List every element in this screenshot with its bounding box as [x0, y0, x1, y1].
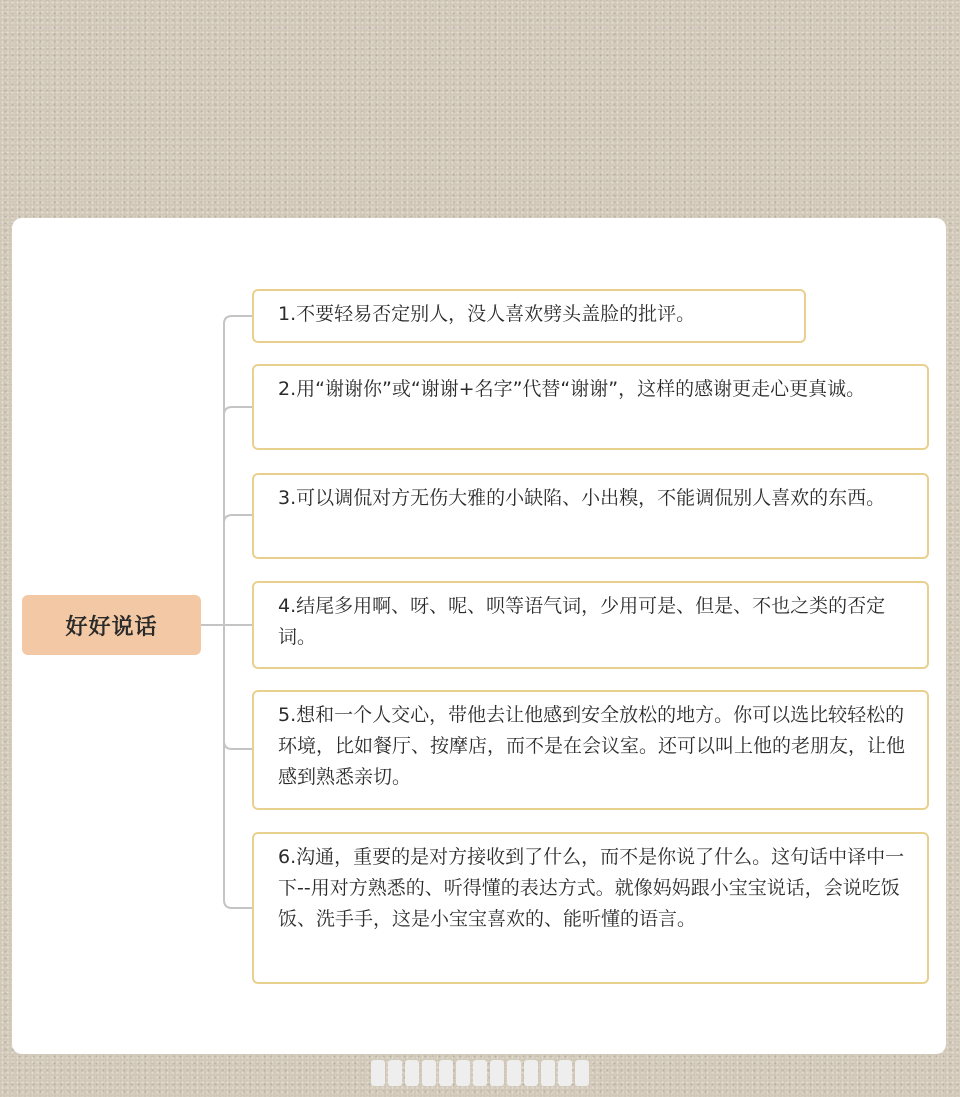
branch-node-4 — [252, 581, 929, 669]
strip-segment — [473, 1060, 487, 1086]
mindmap-card — [12, 218, 946, 1054]
connector-branch-6 — [224, 900, 252, 908]
branch-node-3 — [252, 473, 929, 559]
branch-node-5 — [252, 690, 929, 810]
strip-segment — [371, 1060, 385, 1086]
strip-segment — [490, 1060, 504, 1086]
strip-segment — [439, 1060, 453, 1086]
strip-segment — [388, 1060, 402, 1086]
root-label: 好好说话 — [65, 614, 158, 640]
strip-segment — [524, 1060, 538, 1086]
branch-node-6 — [252, 832, 929, 984]
mindmap-root-node — [22, 595, 201, 655]
branch-text: 6.沟通，重要的是对方接收到了什么，而不是你说了什么。这句话中译中一下--用对方熟悉的、听得懂的表达方式。就像妈妈跟小宝宝说话，会说吃饭饭、洗手手，这是小宝宝喜欢的、能听懂的语言。 — [278, 846, 905, 930]
strip-segment — [575, 1060, 589, 1086]
branch-node-1 — [252, 289, 806, 343]
strip-segment — [541, 1060, 555, 1086]
connector-branch-5 — [224, 741, 252, 749]
branch-node-2 — [252, 364, 929, 450]
connector-branch-3 — [224, 515, 252, 523]
connector-branch-2 — [224, 407, 252, 415]
strip-segment — [405, 1060, 419, 1086]
strip-segment — [558, 1060, 572, 1086]
image-strip-indicator — [360, 1060, 600, 1090]
branch-text: 1.不要轻易否定别人，没人喜欢劈头盖脸的批评。 — [278, 303, 696, 325]
branch-text: 2.用“谢谢你”或“谢谢+名字”代替“谢谢”，这样的感谢更走心更真诚。 — [278, 378, 866, 400]
branch-text: 4.结尾多用啊、呀、呢、呗等语气词，少用可是、但是、不也之类的否定词。 — [278, 595, 886, 648]
branch-text: 3.可以调侃对方无伤大雅的小缺陷、小出糗，不能调侃别人喜欢的东西。 — [278, 487, 886, 509]
connector-branch-1 — [224, 316, 252, 324]
strip-segment — [507, 1060, 521, 1086]
branch-text: 5.想和一个人交心，带他去让他感到安全放松的地方。你可以选比较轻松的环境，比如餐厅、按摩店，而不是在会议室。还可以叫上他的老朋友，让他感到熟悉亲切。 — [278, 704, 906, 788]
strip-segment — [422, 1060, 436, 1086]
strip-segment — [456, 1060, 470, 1086]
